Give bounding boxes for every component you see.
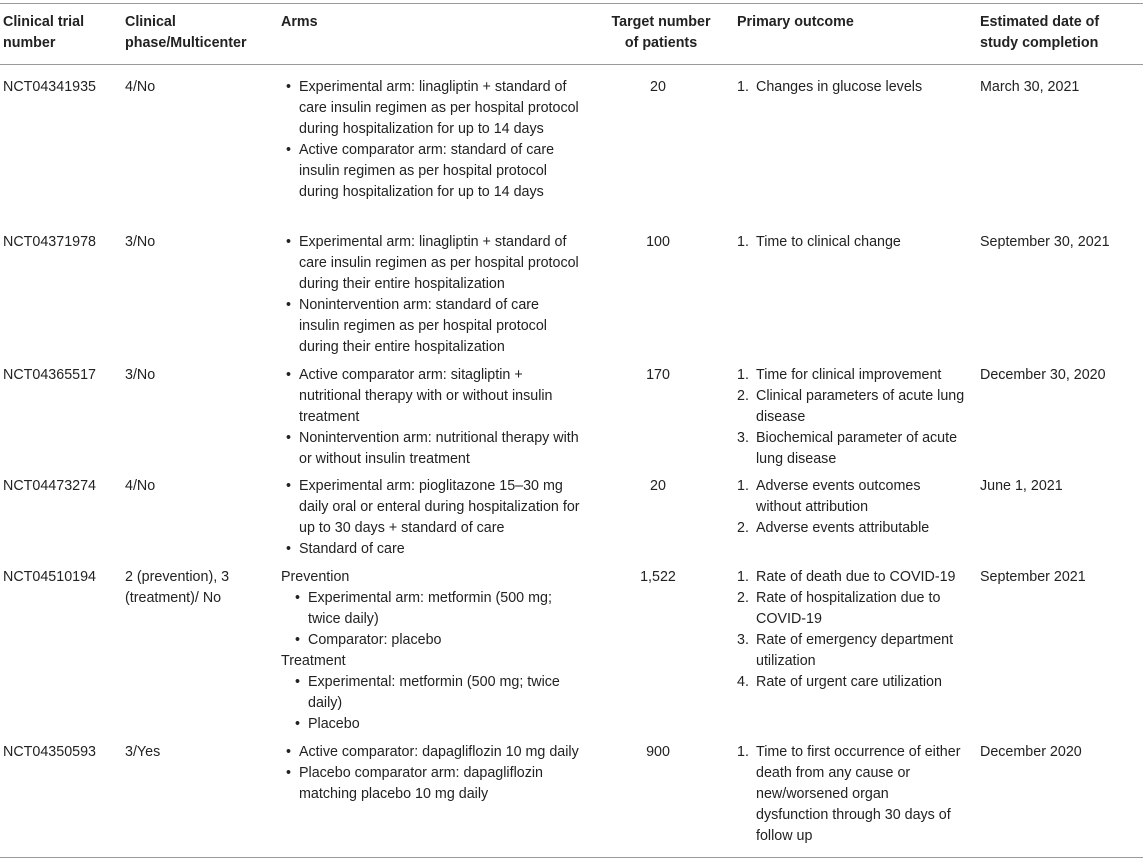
arm-group-label: Treatment <box>281 653 346 669</box>
header-rule <box>0 64 1143 65</box>
arm-item: • Experimental arm: pioglitazone 15–30 mg daily oral or enteral during hospitalization for up to 30 days + standard of care <box>281 476 581 539</box>
arm-item: • Nonintervention arm: nutritional therapy with or without insulin treatment <box>281 428 581 470</box>
phase: 3/No <box>125 234 156 250</box>
trial-number: NCT04341935 <box>3 79 96 95</box>
arms-cell <box>281 567 581 735</box>
target-patients: 100 <box>646 234 670 250</box>
arm-item: • Placebo comparator arm: dapagliflozin matching placebo 10 mg daily <box>281 763 581 805</box>
outcome-item: 2. Rate of hospitalization due to COVID-19 <box>737 590 941 627</box>
header-completion: Estimated date of study completion <box>980 14 1100 51</box>
outcome-item: 1. Changes in glucose levels <box>737 79 923 95</box>
outcomes-cell <box>737 77 965 98</box>
outcome-item: 1. Rate of death due to COVID-19 <box>737 569 956 585</box>
header-phase: Clinical phase/Multicenter <box>125 14 247 51</box>
arm-item: • Comparator: placebo <box>290 630 581 651</box>
outcome-item: 3. Biochemical parameter of acute lung disease <box>737 430 958 467</box>
arms-cell <box>281 742 581 805</box>
outcome-item: 1. Time to clinical change <box>737 234 901 250</box>
phase: 4/No <box>125 79 156 95</box>
outcomes-cell <box>737 476 965 539</box>
trial-number: NCT04350593 <box>3 744 96 760</box>
target-patients: 900 <box>646 744 670 760</box>
arm-item: • Experimental arm: linagliptin + standard of care insulin regimen as per hospital protocol during hospitalization for up to 14 days <box>281 77 581 140</box>
arm-item: • Active comparator: dapagliflozin 10 mg daily <box>281 742 581 763</box>
arm-item: • Experimental arm: metformin (500 mg; twice daily) <box>290 588 581 630</box>
arm-item: • Nonintervention arm: standard of care insulin regimen as per hospital protocol during their entire hospitalization <box>281 295 581 358</box>
outcome-item: 1. Adverse events outcomes without attribution <box>737 478 921 515</box>
arm-item: • Experimental arm: linagliptin + standard of care insulin regimen as per hospital protocol during their entire hospitalization <box>281 232 581 295</box>
header-primary-outcome: Primary outcome <box>737 14 854 30</box>
target-patients: 1,522 <box>640 569 676 585</box>
outcome-item: 1. Time for clinical improvement <box>737 367 942 383</box>
outcome-item: 3. Rate of emergency department utilization <box>737 632 954 669</box>
phase: 2 (prevention), 3 (treatment)/ No <box>125 569 230 606</box>
outcome-item: 1. Time to first occurrence of either death from any cause or new/worsened organ dysfunction through 30 days of follow up <box>737 744 961 844</box>
outcomes-cell <box>737 567 965 693</box>
arm-item: • Placebo <box>290 714 581 735</box>
outcome-item: 2. Adverse events attributable <box>737 520 930 536</box>
table-top-rule <box>0 3 1143 4</box>
arms-cell <box>281 77 581 203</box>
phase: 3/No <box>125 367 156 383</box>
header-trial-number: Clinical trial number <box>3 14 85 51</box>
phase: 3/Yes <box>125 744 161 760</box>
completion-date: September 30, 2021 <box>980 234 1110 250</box>
arms-cell <box>281 365 581 470</box>
trial-number: NCT04473274 <box>3 478 96 494</box>
completion-date: September 2021 <box>980 569 1086 585</box>
outcome-item: 4. Rate of urgent care utilization <box>737 674 942 690</box>
arm-group-label: Prevention <box>281 569 350 585</box>
outcomes-cell <box>737 742 965 847</box>
trial-number: NCT04510194 <box>3 569 96 585</box>
arms-cell <box>281 476 581 560</box>
target-patients: 20 <box>650 79 666 95</box>
header-arms: Arms <box>281 14 318 30</box>
outcomes-cell <box>737 232 965 253</box>
trial-number: NCT04365517 <box>3 367 96 383</box>
target-patients: 170 <box>646 367 670 383</box>
table-bottom-rule <box>0 857 1143 858</box>
arm-item: • Experimental: metformin (500 mg; twice daily) <box>290 672 581 714</box>
header-target: Target number of patients <box>611 14 711 51</box>
phase: 4/No <box>125 478 156 494</box>
arm-item: • Active comparator arm: sitagliptin + nutritional therapy with or without insulin treatment <box>281 365 581 428</box>
trial-number: NCT04371978 <box>3 234 96 250</box>
completion-date: June 1, 2021 <box>980 478 1063 494</box>
arm-item: • Active comparator arm: standard of care insulin regimen as per hospital protocol during hospitalization for up to 14 days <box>281 140 581 203</box>
completion-date: December 30, 2020 <box>980 367 1106 383</box>
arms-cell <box>281 232 581 358</box>
target-patients: 20 <box>650 478 666 494</box>
outcome-item: 2. Clinical parameters of acute lung disease <box>737 388 965 425</box>
completion-date: December 2020 <box>980 744 1082 760</box>
arm-item: • Standard of care <box>281 539 581 560</box>
outcomes-cell <box>737 365 965 470</box>
completion-date: March 30, 2021 <box>980 79 1080 95</box>
